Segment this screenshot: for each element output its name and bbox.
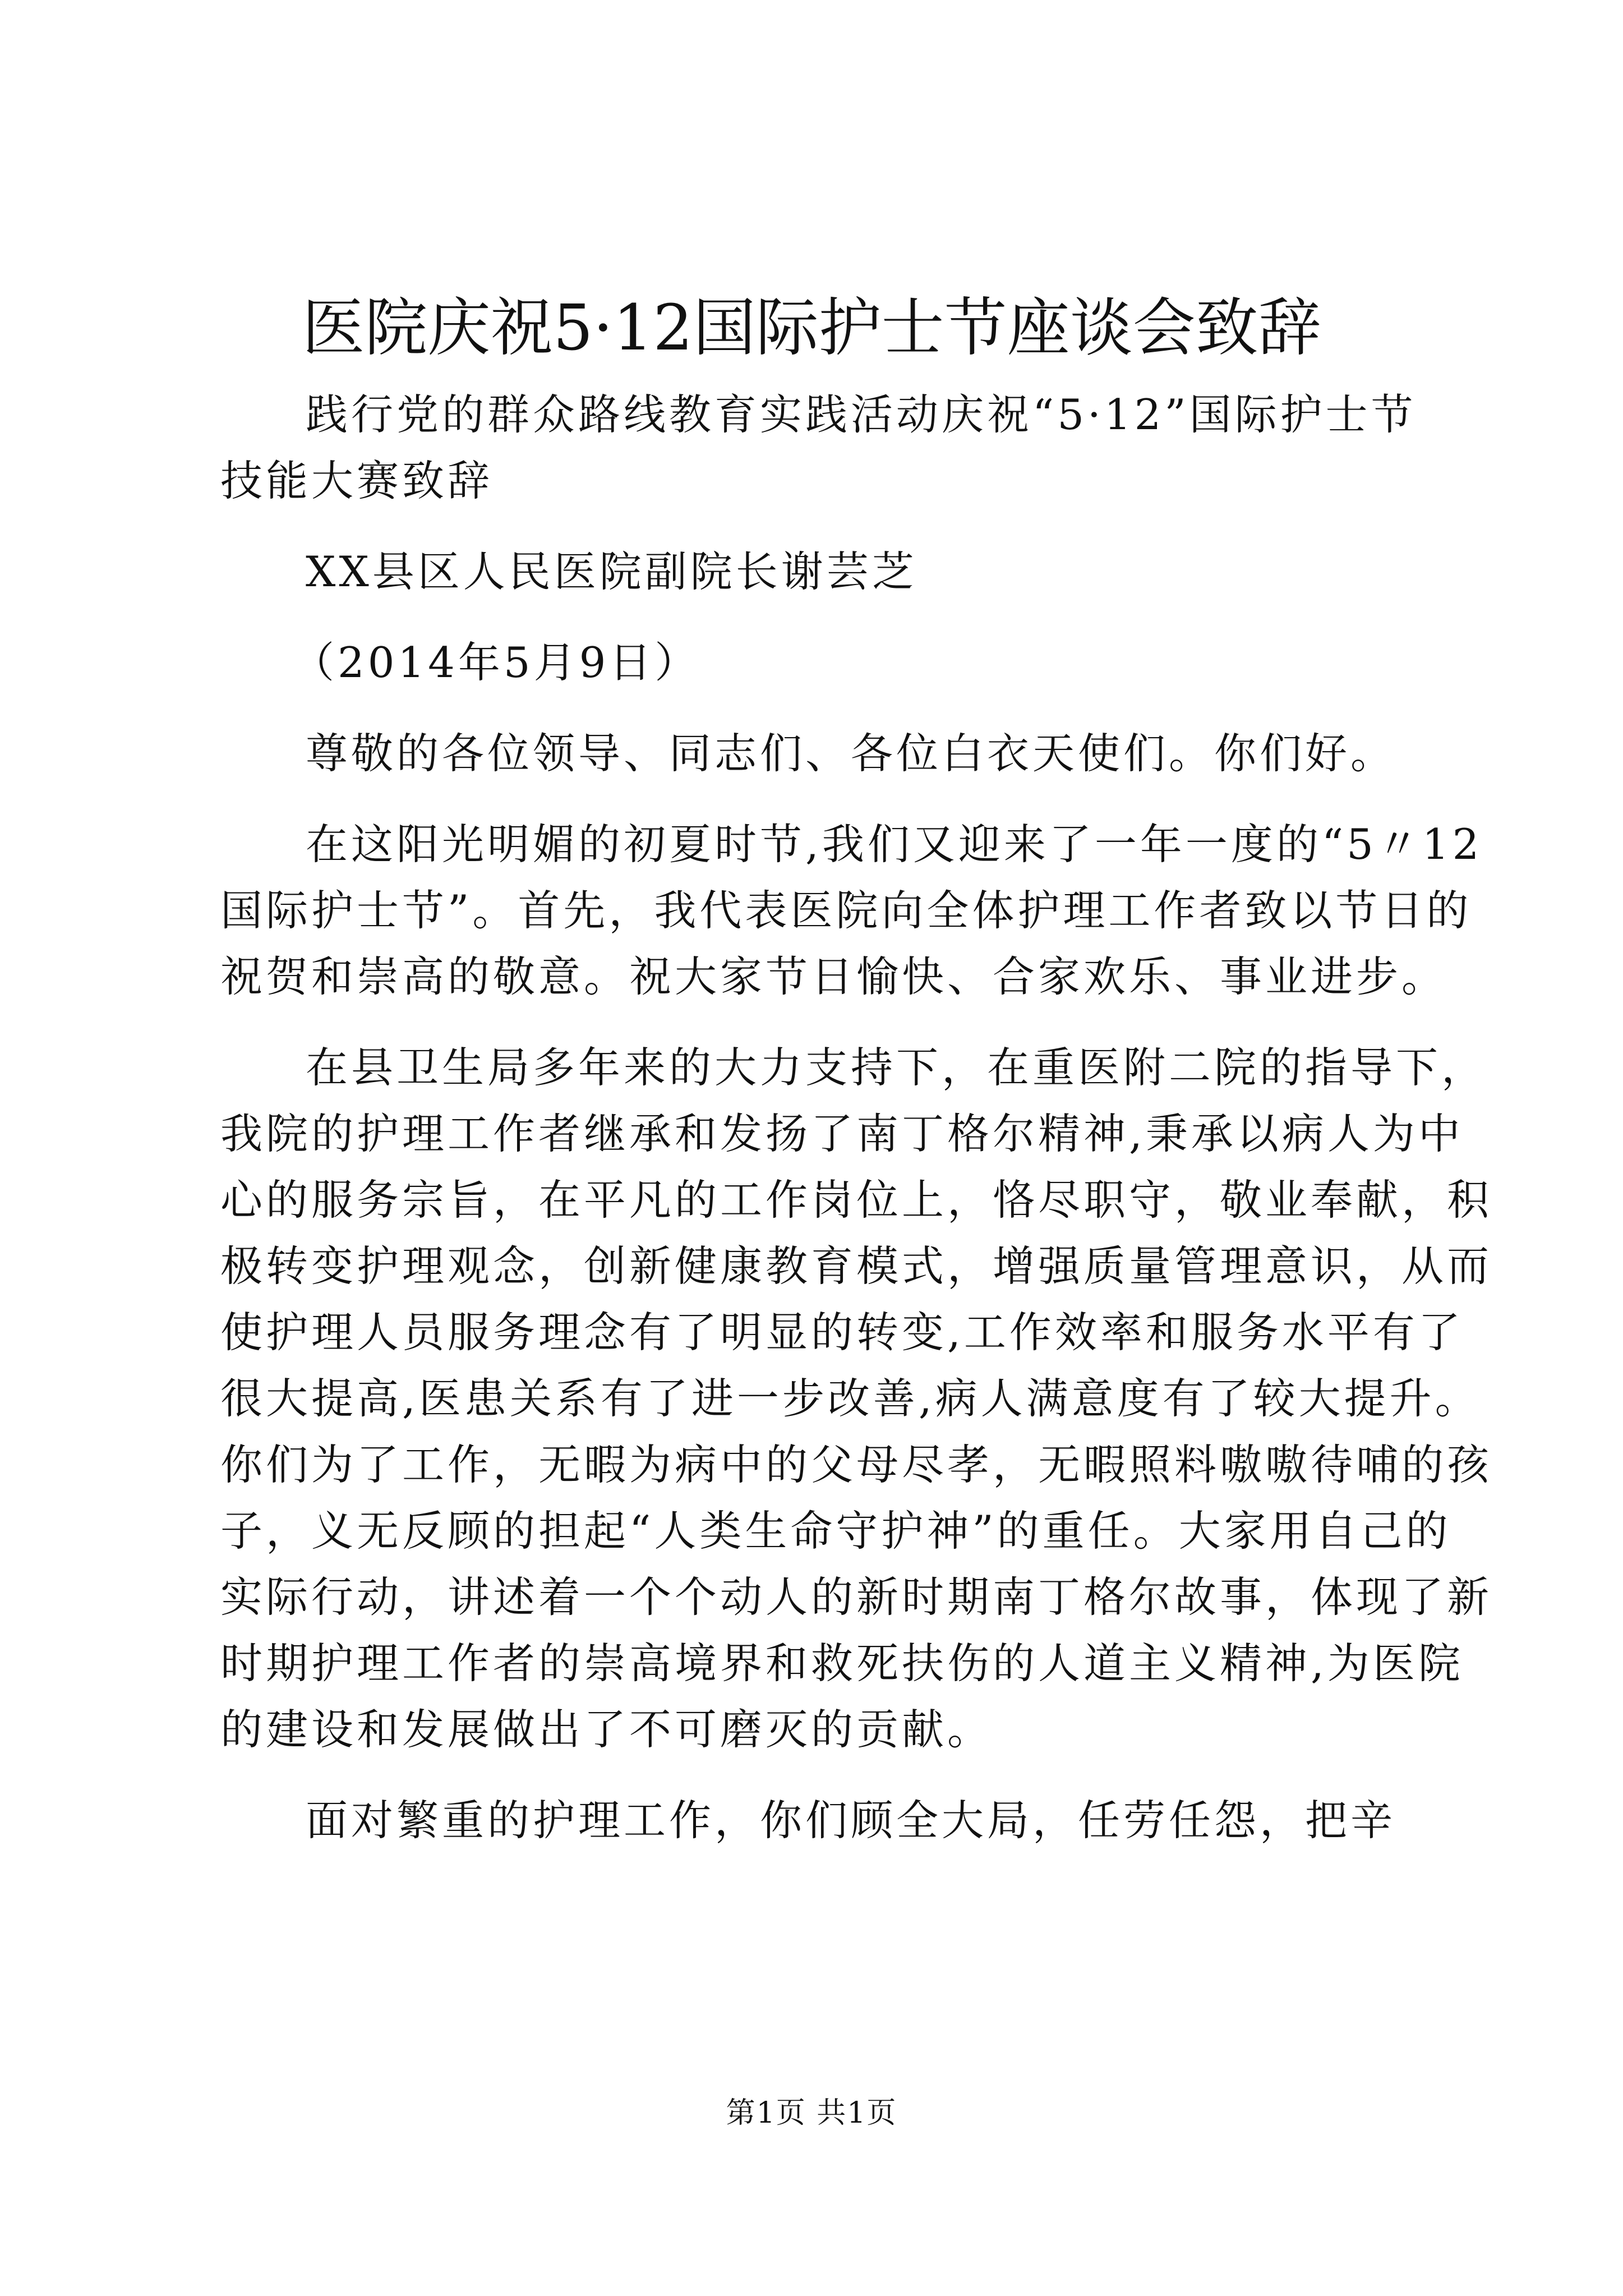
document-title: 医院庆祝5·12国际护士节座谈会致辞 — [302, 292, 1321, 365]
author-line: XX县区人民医院副院长谢芸芝 — [306, 547, 917, 596]
text-line: 面对繁重的护理工作，你们顾全大局，任劳任怨，把辛 — [306, 1796, 1396, 1845]
document-body — [220, 381, 1493, 1853]
text-line: 心的服务宗旨，在平凡的工作岗位上，恪尽职守，敬业奉献，积 — [220, 1175, 1493, 1225]
text-line: 很大提高,医患关系有了进一步改善,病人满意度有了较大提升。 — [220, 1374, 1481, 1423]
text-line: 使护理人员服务理念有了明显的转变,工作效率和服务水平有了 — [220, 1308, 1464, 1357]
text-line: 时期护理工作者的崇高境界和救死扶伤的人道主义精神,为医院 — [220, 1639, 1464, 1688]
text-line: 实际行动，讲述着一个个动人的新时期南丁格尔故事，体现了新 — [220, 1572, 1493, 1622]
text-line: 极转变护理观念，创新健康教育模式，增强质量管理意识，从而 — [220, 1241, 1493, 1291]
text-line: 子，义无反顾的担起“人类生命守护神”的重任。大家用自己的 — [220, 1506, 1451, 1556]
text-line: 在县卫生局多年来的大力支持下，在重医附二院的指导下， — [306, 1043, 1487, 1092]
text-line: 践行党的群众路线教育实践活动庆祝“5·12”国际护士节 — [306, 390, 1417, 439]
text-line: 国际护士节”。首先，我代表医院向全体护理工作者致以节日的 — [220, 886, 1472, 935]
date-line: （2014年5月9日） — [292, 638, 700, 687]
greeting-line: 尊敬的各位领导、同志们、各位白衣天使们。你们好。 — [306, 729, 1396, 778]
text-line: 的建设和发展做出了不可磨灭的贡献。 — [220, 1705, 993, 1754]
text-line: 技能大赛致辞 — [220, 456, 494, 505]
text-line: 在这阳光明媚的初夏时节,我们又迎来了一年一度的“5〃12 — [306, 820, 1483, 869]
text-line: 我院的护理工作者继承和发扬了南丁格尔精神,秉承以病人为中 — [220, 1109, 1464, 1158]
page-number-footer: 第1页 共1页 — [726, 2096, 897, 2130]
text-line: 祝贺和崇高的敬意。祝大家节日愉快、合家欢乐、事业进步。 — [220, 952, 1447, 1001]
text-line: 你们为了工作，无暇为病中的父母尽孝，无暇照料嗷嗷待哺的孩 — [220, 1440, 1493, 1489]
